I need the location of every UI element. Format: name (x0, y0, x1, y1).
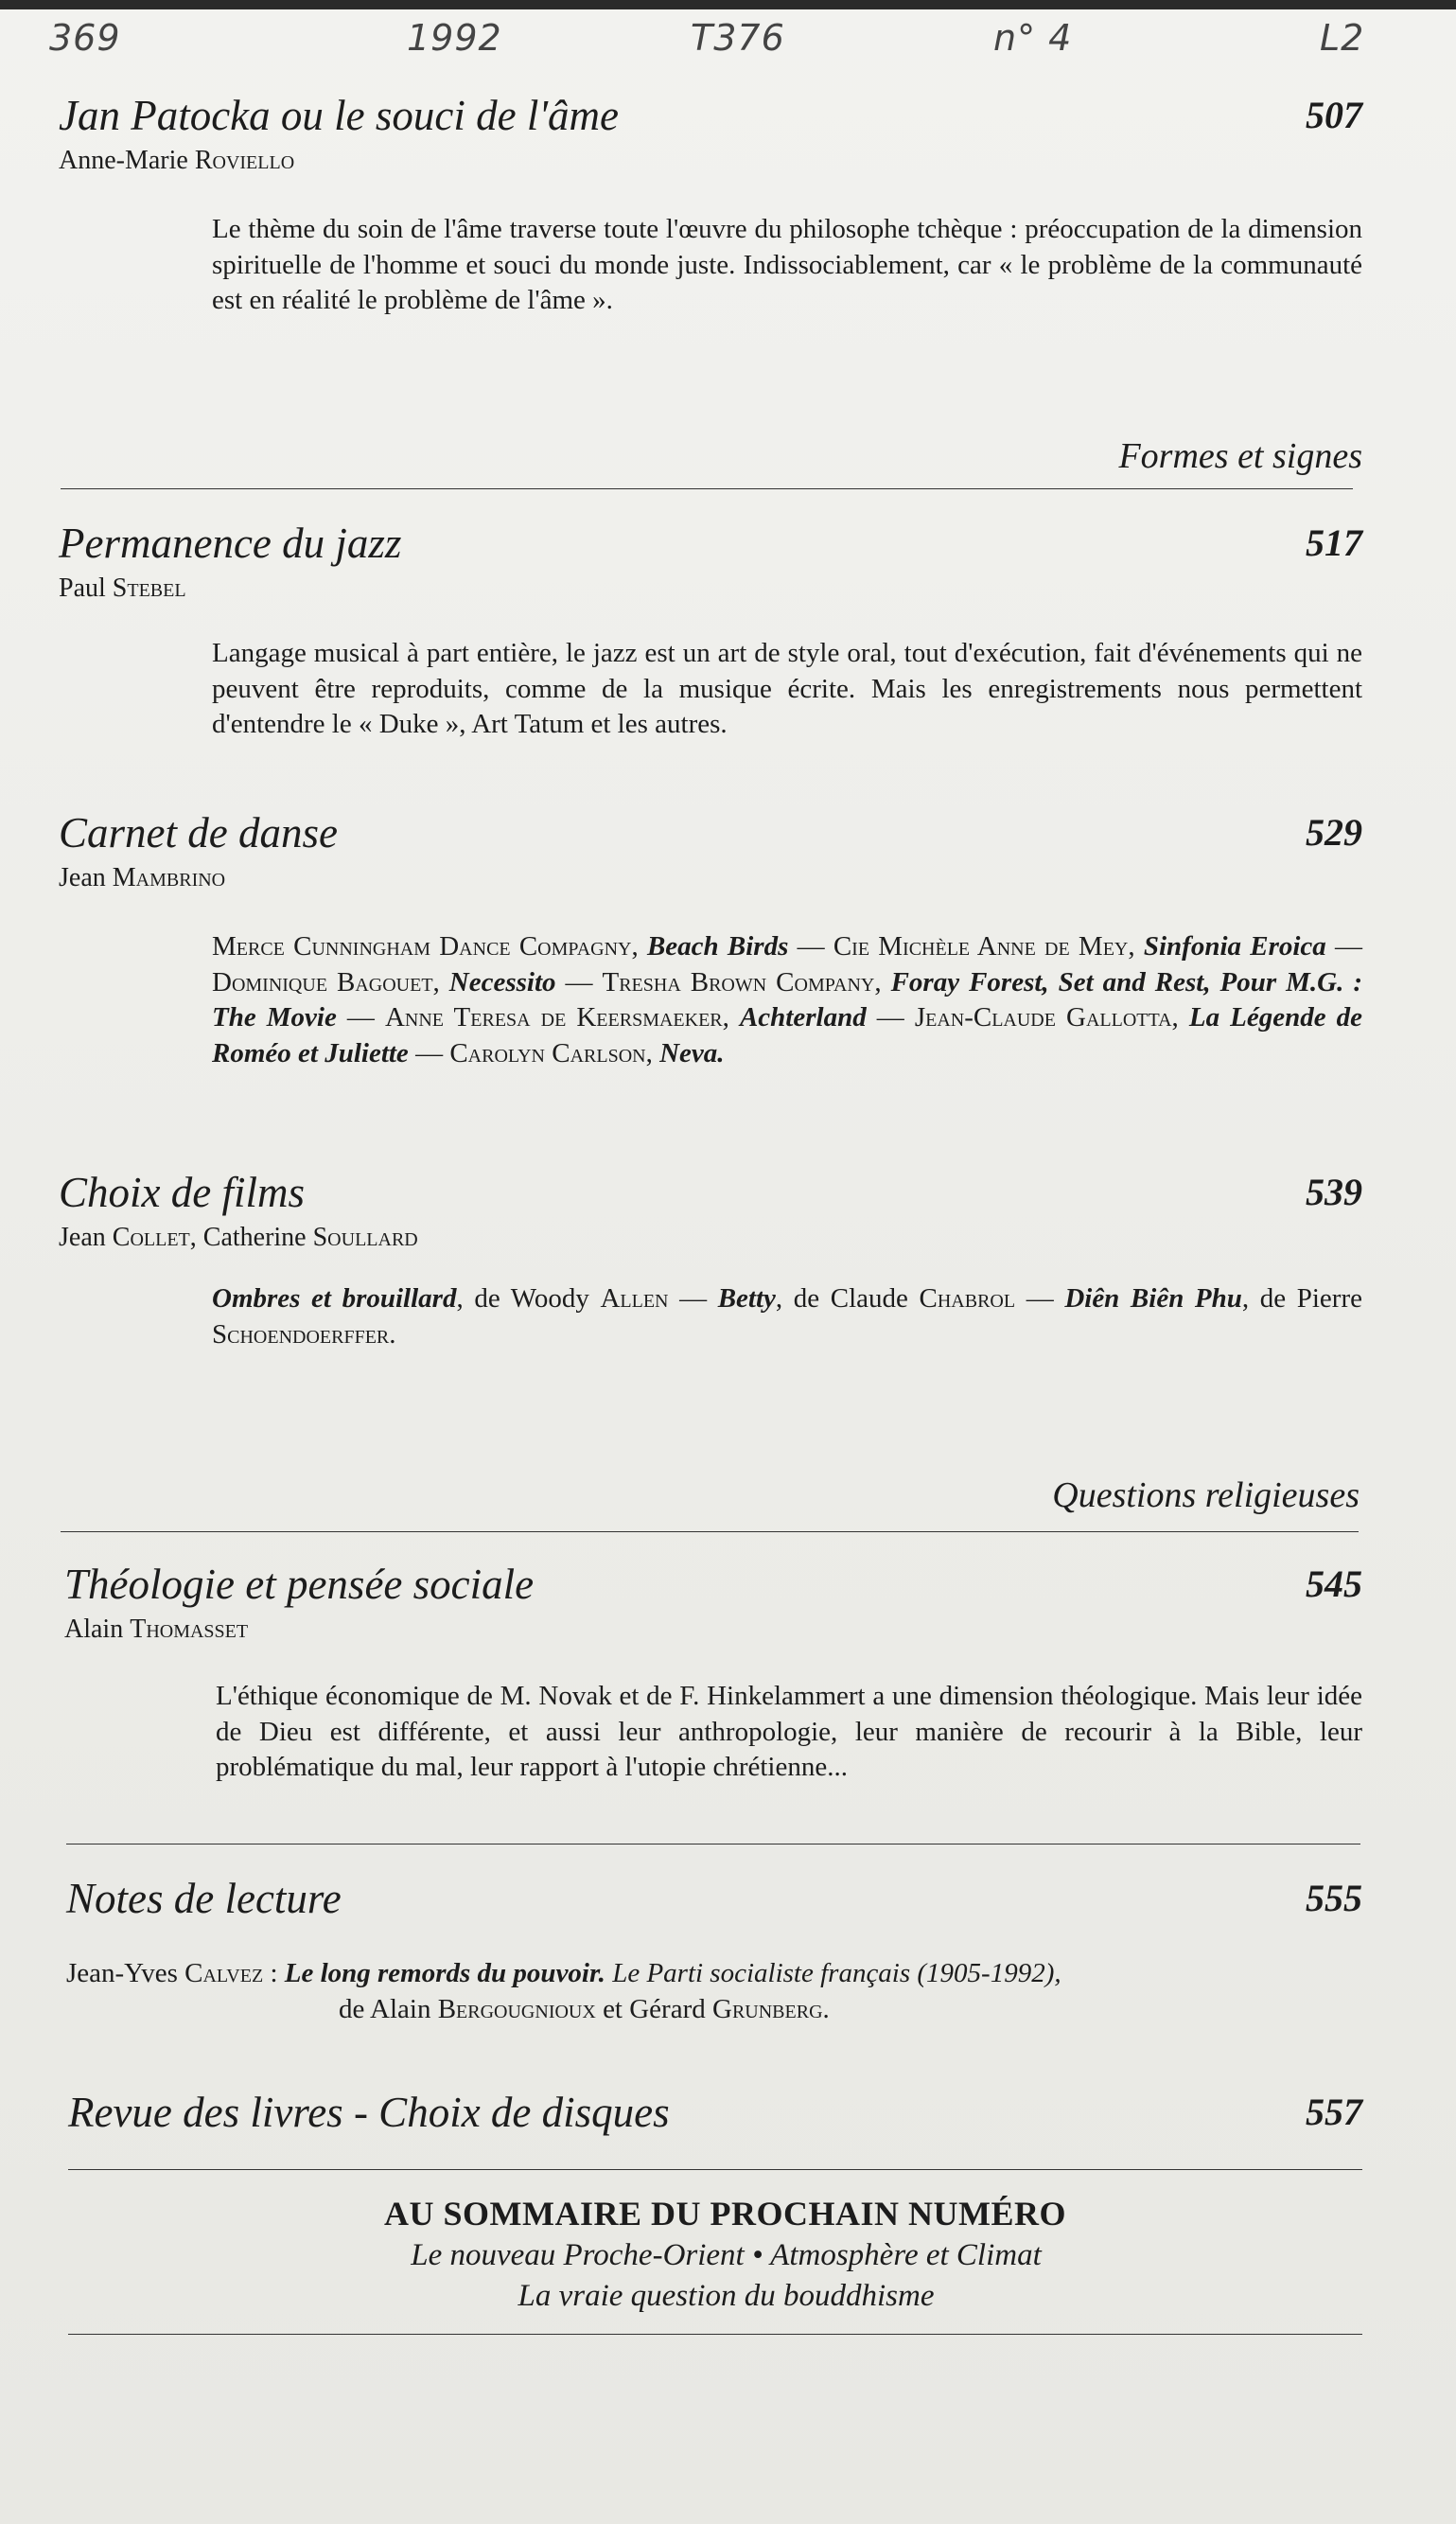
entry-author: Jean Mambrino (59, 863, 226, 892)
section-divider (61, 488, 1353, 489)
entry-author: Anne-Marie Roviello (59, 146, 295, 175)
handwritten-note: n° 4 (993, 17, 1073, 59)
toc-entry (59, 87, 1362, 319)
section-divider (68, 2334, 1362, 2335)
entry-title: Théologie et pensée sociale (64, 1561, 535, 1608)
section-label: Formes et signes (1118, 436, 1362, 476)
reading-note: Jean-Yves Calvez : Le long remords du pouvoir. Le Parti socialiste français (1905-1992), de Alain Bergougnioux et Gérard Grunberg. (66, 1958, 1061, 2024)
handwritten-note: 369 (49, 17, 121, 59)
entry-page-number: 517 (1306, 521, 1362, 564)
entry-title: Carnet de danse (59, 809, 338, 856)
entry-title: Notes de lecture (66, 1875, 342, 1922)
toc-entry (59, 804, 1362, 1071)
section-divider (68, 2169, 1362, 2170)
entry-title: Revue des livres - Choix de disques (68, 2089, 670, 2136)
entry-title: Jan Patocka ou le souci de l'âme (59, 92, 619, 139)
entry-title: Choix de films (59, 1169, 305, 1216)
handwritten-note: L2 (1320, 17, 1365, 59)
entry-page-number: 555 (1306, 1877, 1362, 1919)
entry-author: Alain Thomasset (64, 1615, 249, 1644)
toc-entry (59, 515, 1362, 743)
entry-page-number: 557 (1306, 2091, 1362, 2133)
next-issue-line: Le nouveau Proche-Orient • Atmosphère et Climat (411, 2238, 1042, 2272)
entry-summary: Langage musical à part entière, le jazz est un art de style oral, tout d'exécution, fait d'événements qui ne peuvent être reproduits, comme de la musique écrite. Mais les enregistrements nous permettent d'entendre le « Duke », Art Tatum et les autres. (212, 638, 1362, 739)
toc-entry (68, 2084, 1362, 2141)
toc-entry (59, 1164, 1362, 1352)
toc-entry (66, 1870, 1362, 2027)
entry-summary: Merce Cunningham Dance Compagny, Beach Birds — Cie Michèle Anne de Mey, Sinfonia Eroica — Dominique Bagouet, Necessito — Tresha Brown Company, Foray Forest, Set and Rest, Pour M.G. : The Movie — Anne Teresa de Keersmaeker, Achterland — Jean-Claude Gallotta, La Légende de Roméo et Juliette — Carolyn Carlson, Neva. (212, 931, 1363, 1068)
entry-author: Paul Stebel (59, 574, 186, 603)
entry-author: Jean Collet, Catherine Soullard (59, 1223, 418, 1252)
entry-page-number: 545 (1306, 1562, 1362, 1605)
entry-page-number: 507 (1306, 94, 1362, 136)
entry-summary: Ombres et brouillard, de Woody Allen — Betty, de Claude Chabrol — Diên Biên Phu, de Pierre Schoendoerffer. (212, 1283, 1362, 1350)
entry-summary: Le thème du soin de l'âme traverse toute l'œuvre du philosophe tchèque : préoccupation de la dimension spirituelle de l'homme et souci du monde juste. Indissociablement, car « le problème de la communauté est en réalité le problème de l'âme ». (212, 214, 1362, 315)
entry-page-number: 529 (1306, 811, 1362, 854)
handwritten-note: T376 (691, 17, 785, 59)
section-label: Questions religieuses (1052, 1475, 1360, 1515)
next-issue-line: La vraie question du bouddhisme (517, 2279, 935, 2313)
section-divider (61, 1531, 1359, 1532)
scan-top-edge (0, 0, 1456, 9)
entry-page-number: 539 (1306, 1171, 1362, 1213)
toc-entry (64, 1556, 1362, 1786)
next-issue-heading: AU SOMMAIRE DU PROCHAIN NUMÉRO (384, 2195, 1066, 2233)
handwritten-note: 1992 (407, 17, 502, 59)
entry-summary: L'éthique économique de M. Novak et de F. Hinkelammert a une dimension théologique. Mais leur idée de Dieu est différente, et aussi leur anthropologie, leur manière de recourir à la Bible, leur problématique du mal, leur rapport à l'utopie chrétienne... (216, 1681, 1362, 1782)
entry-title: Permanence du jazz (59, 520, 402, 567)
